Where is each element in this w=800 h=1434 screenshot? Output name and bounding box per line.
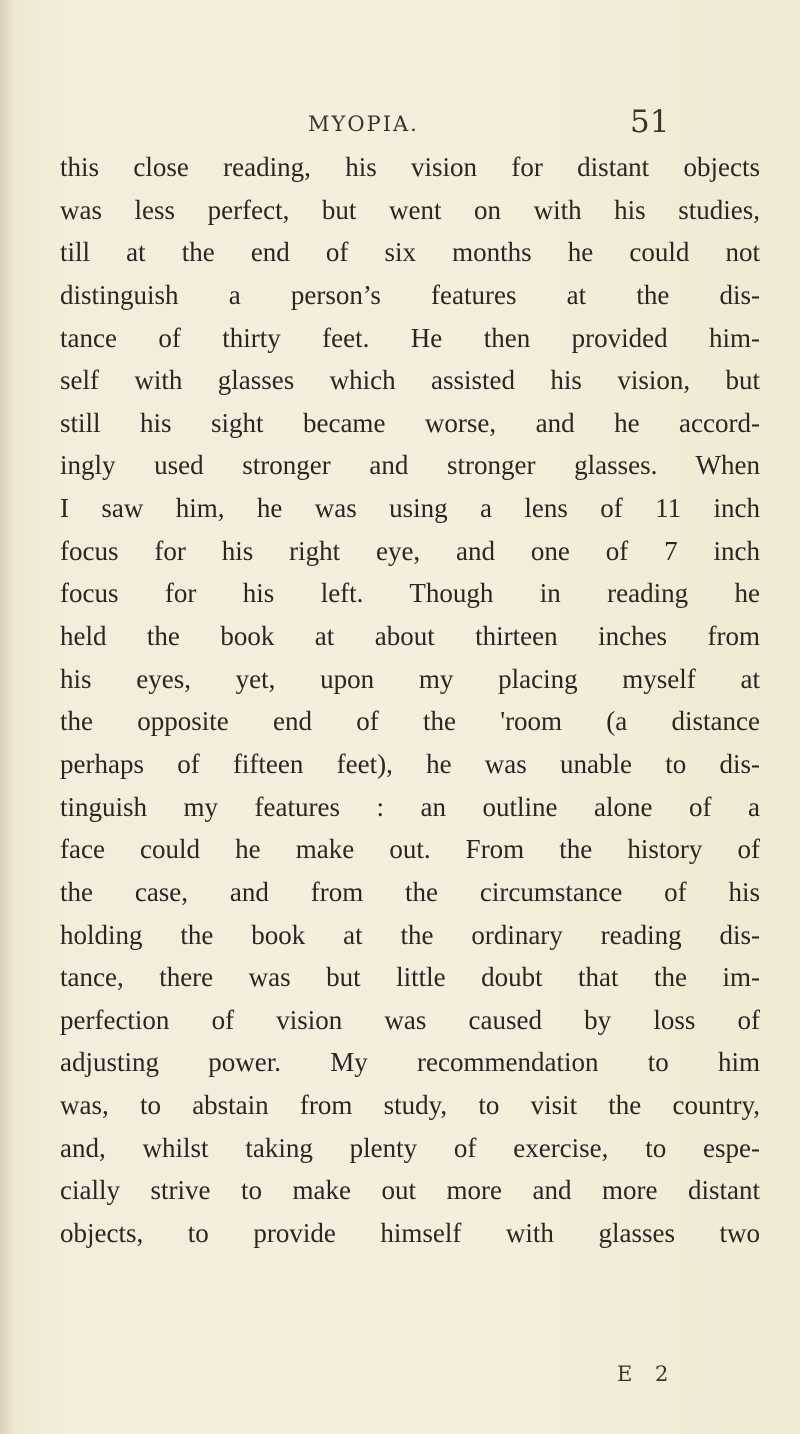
text-line: objects, to provide himself with glasses two	[60, 1218, 760, 1249]
text-line: tinguish my features : an outline alone of a	[60, 791, 760, 822]
text-line: still his sight became worse, and he accord-	[60, 407, 760, 438]
running-head	[0, 104, 800, 144]
page-edge-shadow	[0, 0, 14, 1434]
page-number: 51	[630, 104, 670, 140]
text-line: was, to abstain from study, to visit the country,	[60, 1090, 760, 1121]
text-line: distinguish a person’s features at the dis-	[60, 279, 760, 310]
text-line: self with glasses which assisted his vision, but	[60, 365, 760, 396]
text-line: tance, there was but little doubt that the im-	[60, 962, 760, 993]
text-line: his eyes, yet, upon my placing myself at	[60, 663, 760, 694]
text-line: held the book at about thirteen inches from	[60, 621, 760, 652]
text-line: focus for his left. Though in reading he	[60, 578, 760, 609]
text-line: I saw him, he was using a lens of 11 inch	[60, 493, 760, 524]
text-line: holding the book at the ordinary reading dis-	[60, 919, 760, 950]
text-line: was less perfect, but went on with his studies,	[60, 194, 760, 225]
text-line: adjusting power. My recommendation to him	[60, 1047, 760, 1078]
text-line: perfection of vision was caused by loss of	[60, 1004, 760, 1035]
text-line: tance of thirty feet. He then provided him-	[60, 322, 760, 353]
text-line: focus for his right eye, and one of 7 inch	[60, 535, 760, 566]
text-line: till at the end of six months he could not	[60, 237, 760, 268]
text-line: cially strive to make out more and more distant	[60, 1175, 760, 1206]
text-line: the case, and from the circumstance of his	[60, 876, 760, 907]
signature-mark: E 2	[617, 1362, 677, 1386]
text-line: perhaps of fifteen feet), he was unable to dis-	[60, 748, 760, 779]
body-text	[60, 146, 760, 1255]
running-title: MYOPIA.	[308, 112, 419, 136]
text-line: face could he make out. From the history of	[60, 834, 760, 865]
text-line: this close reading, his vision for distant objects	[60, 152, 760, 182]
text-line: the opposite end of the 'room (a distance	[60, 706, 760, 737]
text-line: and, whilst taking plenty of exercise, to espe-	[60, 1132, 760, 1163]
text-line: ingly used stronger and stronger glasses. When	[60, 450, 760, 481]
